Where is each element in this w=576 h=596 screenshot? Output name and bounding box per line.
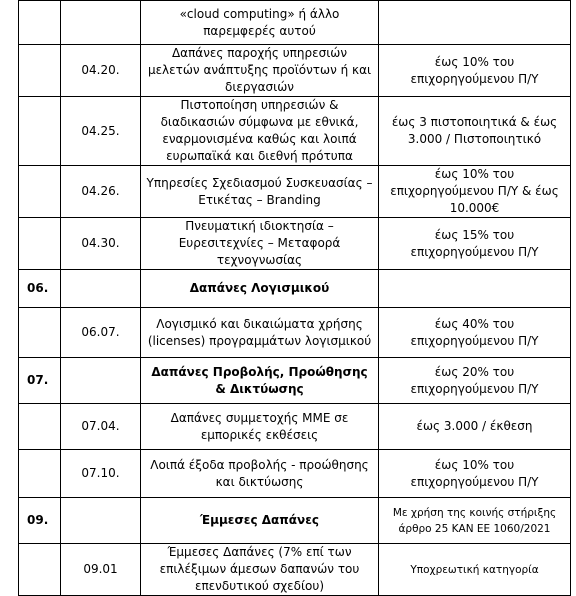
table-row [19,218,571,270]
expense-description: Υπηρεσίες Σχεδιασμού Συσκευασίας – Ετικέτας – Branding [141,166,379,218]
section-number [19,97,61,166]
expense-limit [379,270,571,308]
section-number: 07. [19,358,61,404]
section-number: 09. [19,498,61,544]
expense-limit: έως 10% του επιχορηγούμενου Π/Υ [379,450,571,498]
expense-description: Πιστοποίηση υπηρεσιών & διαδικασιών σύμφωνα με εθνικά, εναρμονισμένα καθώς και λοιπά ευρωπαϊκά και διεθνή πρότυπα [141,97,379,166]
expense-description: Δαπάνες συμμετοχής ΜΜΕ σε εμπορικές εκθέσεις [141,404,379,450]
table-row [19,1,571,45]
expense-code [61,358,141,404]
section-number [19,1,61,45]
section-number [19,45,61,97]
expense-limit: έως 40% του επιχορηγούμενου Π/Υ [379,308,571,358]
table-row [19,308,571,358]
expense-description: Λοιπά έξοδα προβολής - προώθησης και δικτύωσης [141,450,379,498]
expense-limit: Υποχρεωτική κατηγορία [379,544,571,596]
expense-code [61,270,141,308]
table-row [19,45,571,97]
expense-code: 04.20. [61,45,141,97]
expense-limit: έως 3.000 / έκθεση [379,404,571,450]
section-title: Δαπάνες Προβολής, Προώθησης & Δικτύωσης [141,358,379,404]
table-row [19,498,571,544]
expense-limit: Με χρήση της κοινής στήριξης άρθρο 25 ΚΑΝ ΕΕ 1060/2021 [379,498,571,544]
expense-description: Λογισμικό και δικαιώματα χρήσης (licenses) προγραμμάτων λογισμικού [141,308,379,358]
expense-limit: έως 20% του επιχορηγούμενου Π/Υ [379,358,571,404]
table-row [19,97,571,166]
section-number [19,544,61,596]
section-number [19,450,61,498]
expense-code: 07.10. [61,450,141,498]
section-title: Έμμεσες Δαπάνες [141,498,379,544]
table-row [19,544,571,596]
section-title: Δαπάνες Λογισμικού [141,270,379,308]
section-number [19,404,61,450]
expense-code: 04.25. [61,97,141,166]
table-row [19,450,571,498]
expense-code [61,1,141,45]
section-number [19,218,61,270]
expense-code: 04.30. [61,218,141,270]
expense-table [18,0,571,596]
expense-description: «cloud computing» ή άλλο παρεμφερές αυτού [141,1,379,45]
expense-code: 06.07. [61,308,141,358]
expense-description: Έμμεσες Δαπάνες (7% επί των επιλέξιμων άμεσων δαπανών του επενδυτικού σχεδίου) [141,544,379,596]
expense-limit: έως 3 πιστοποιητικά & έως 3.000 / Πιστοποιητικό [379,97,571,166]
expense-description: Πνευματική ιδιοκτησία – Ευρεσιτεχνίες – Μεταφορά τεχνογνωσίας [141,218,379,270]
expense-limit: έως 10% του επιχορηγούμενου Π/Υ & έως 10.000€ [379,166,571,218]
expense-limit: έως 10% του επιχορηγούμενου Π/Υ [379,45,571,97]
table-row [19,270,571,308]
expense-code: 04.26. [61,166,141,218]
expense-limit: έως 15% του επιχορηγούμενου Π/Υ [379,218,571,270]
section-number [19,166,61,218]
expense-limit [379,1,571,45]
section-number [19,308,61,358]
expense-code [61,498,141,544]
table-row [19,358,571,404]
expense-code: 09.01 [61,544,141,596]
expense-code: 07.04. [61,404,141,450]
table-row [19,166,571,218]
section-number: 06. [19,270,61,308]
table-row [19,404,571,450]
expense-description: Δαπάνες παροχής υπηρεσιών μελετών ανάπτυξης προϊόντων ή και διεργασιών [141,45,379,97]
